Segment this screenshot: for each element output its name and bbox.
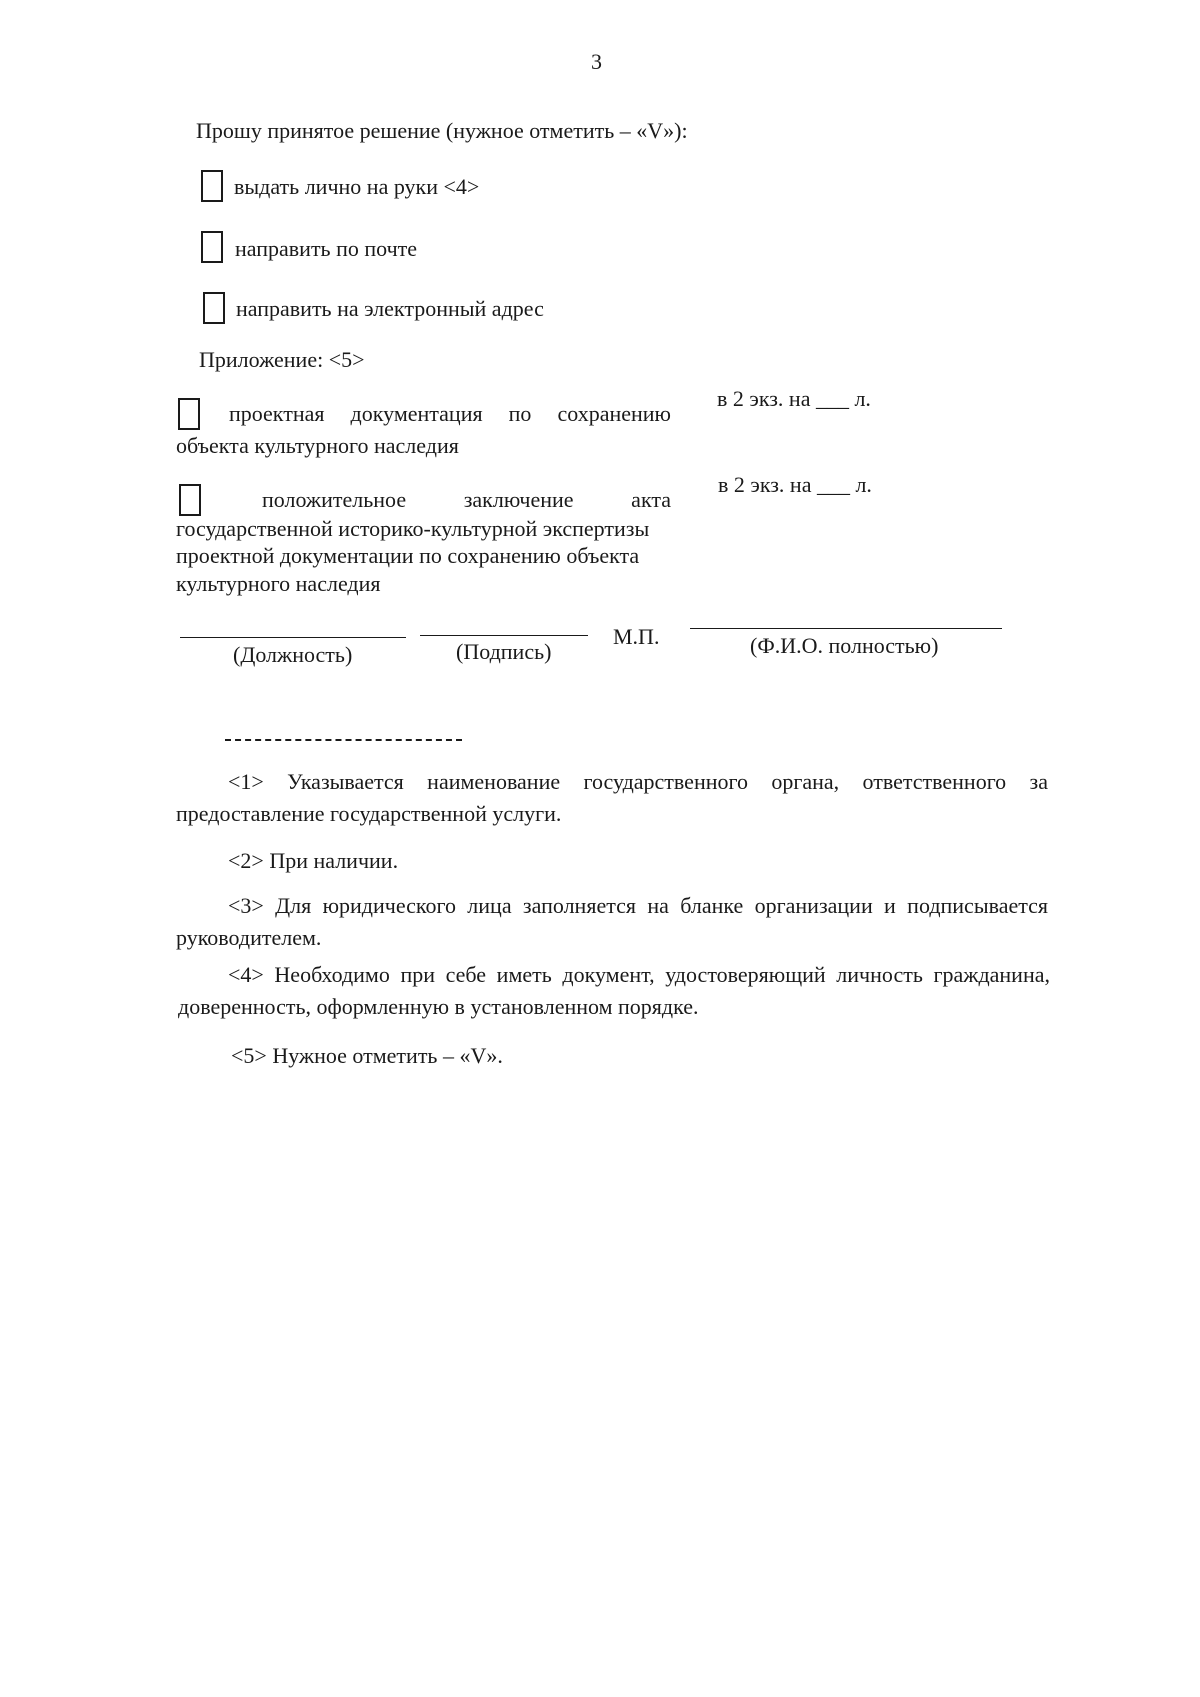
option-checkbox-email[interactable] [203,292,225,324]
option-label-post: направить по почте [235,236,418,261]
position-label: (Должность) [233,642,353,667]
attachment-checkbox-expertise[interactable] [179,484,201,516]
attachment-expertise-line4: культурного наследия [176,571,381,596]
footnote-4: <4> Необходимо при себе иметь документ, удостоверяющий личность гражданина, доверенность, оформленную в установленном порядке. [178,962,1050,1019]
attachment-expertise-line3: проектной документации по сохранению объекта [176,543,640,568]
full-name-label: (Ф.И.О. полностью) [750,633,939,658]
attachment-expertise-copies: в 2 экз. на ___ л. [718,472,872,497]
option-label-email: направить на электронный адрес [236,296,544,321]
attachment-expertise-line2: государственной историко-культурной экспертизы [176,516,650,541]
request-heading: Прошу принятое решение (нужное отметить – «V»): [196,118,688,143]
footnote-separator [225,739,462,741]
attachment-expertise-line1: положительное заключение акта [262,487,671,512]
option-checkbox-in-person[interactable] [201,170,223,202]
page-number: 3 [591,49,602,74]
footnote-3: <3> Для юридического лица заполняется на бланке организации и подписывается руководителем. [176,893,1048,950]
option-label-in-person: выдать лично на руки <4> [234,174,480,199]
footnote-5: <5> Нужное отметить – «V». [231,1043,503,1068]
attachment-project-docs-copies: в 2 экз. на ___ л. [717,386,871,411]
position-signature-line[interactable] [180,637,406,638]
attachment-project-docs-line1: проектная документация по сохранению [229,401,671,426]
attachments-heading: Приложение: <5> [199,347,365,372]
option-checkbox-post[interactable] [201,231,223,263]
signature-line[interactable] [420,635,588,636]
footnote-2: <2> При наличии. [228,848,399,873]
full-name-line[interactable] [690,628,1002,629]
attachment-project-docs-line2: объекта культурного наследия [176,433,459,458]
attachment-checkbox-project-docs[interactable] [178,398,200,430]
signature-label: (Подпись) [456,639,552,664]
stamp-label: М.П. [613,624,660,649]
footnote-1: <1> Указывается наименование государственного органа, ответственного за предоставление государственной услуги. [176,769,1048,826]
